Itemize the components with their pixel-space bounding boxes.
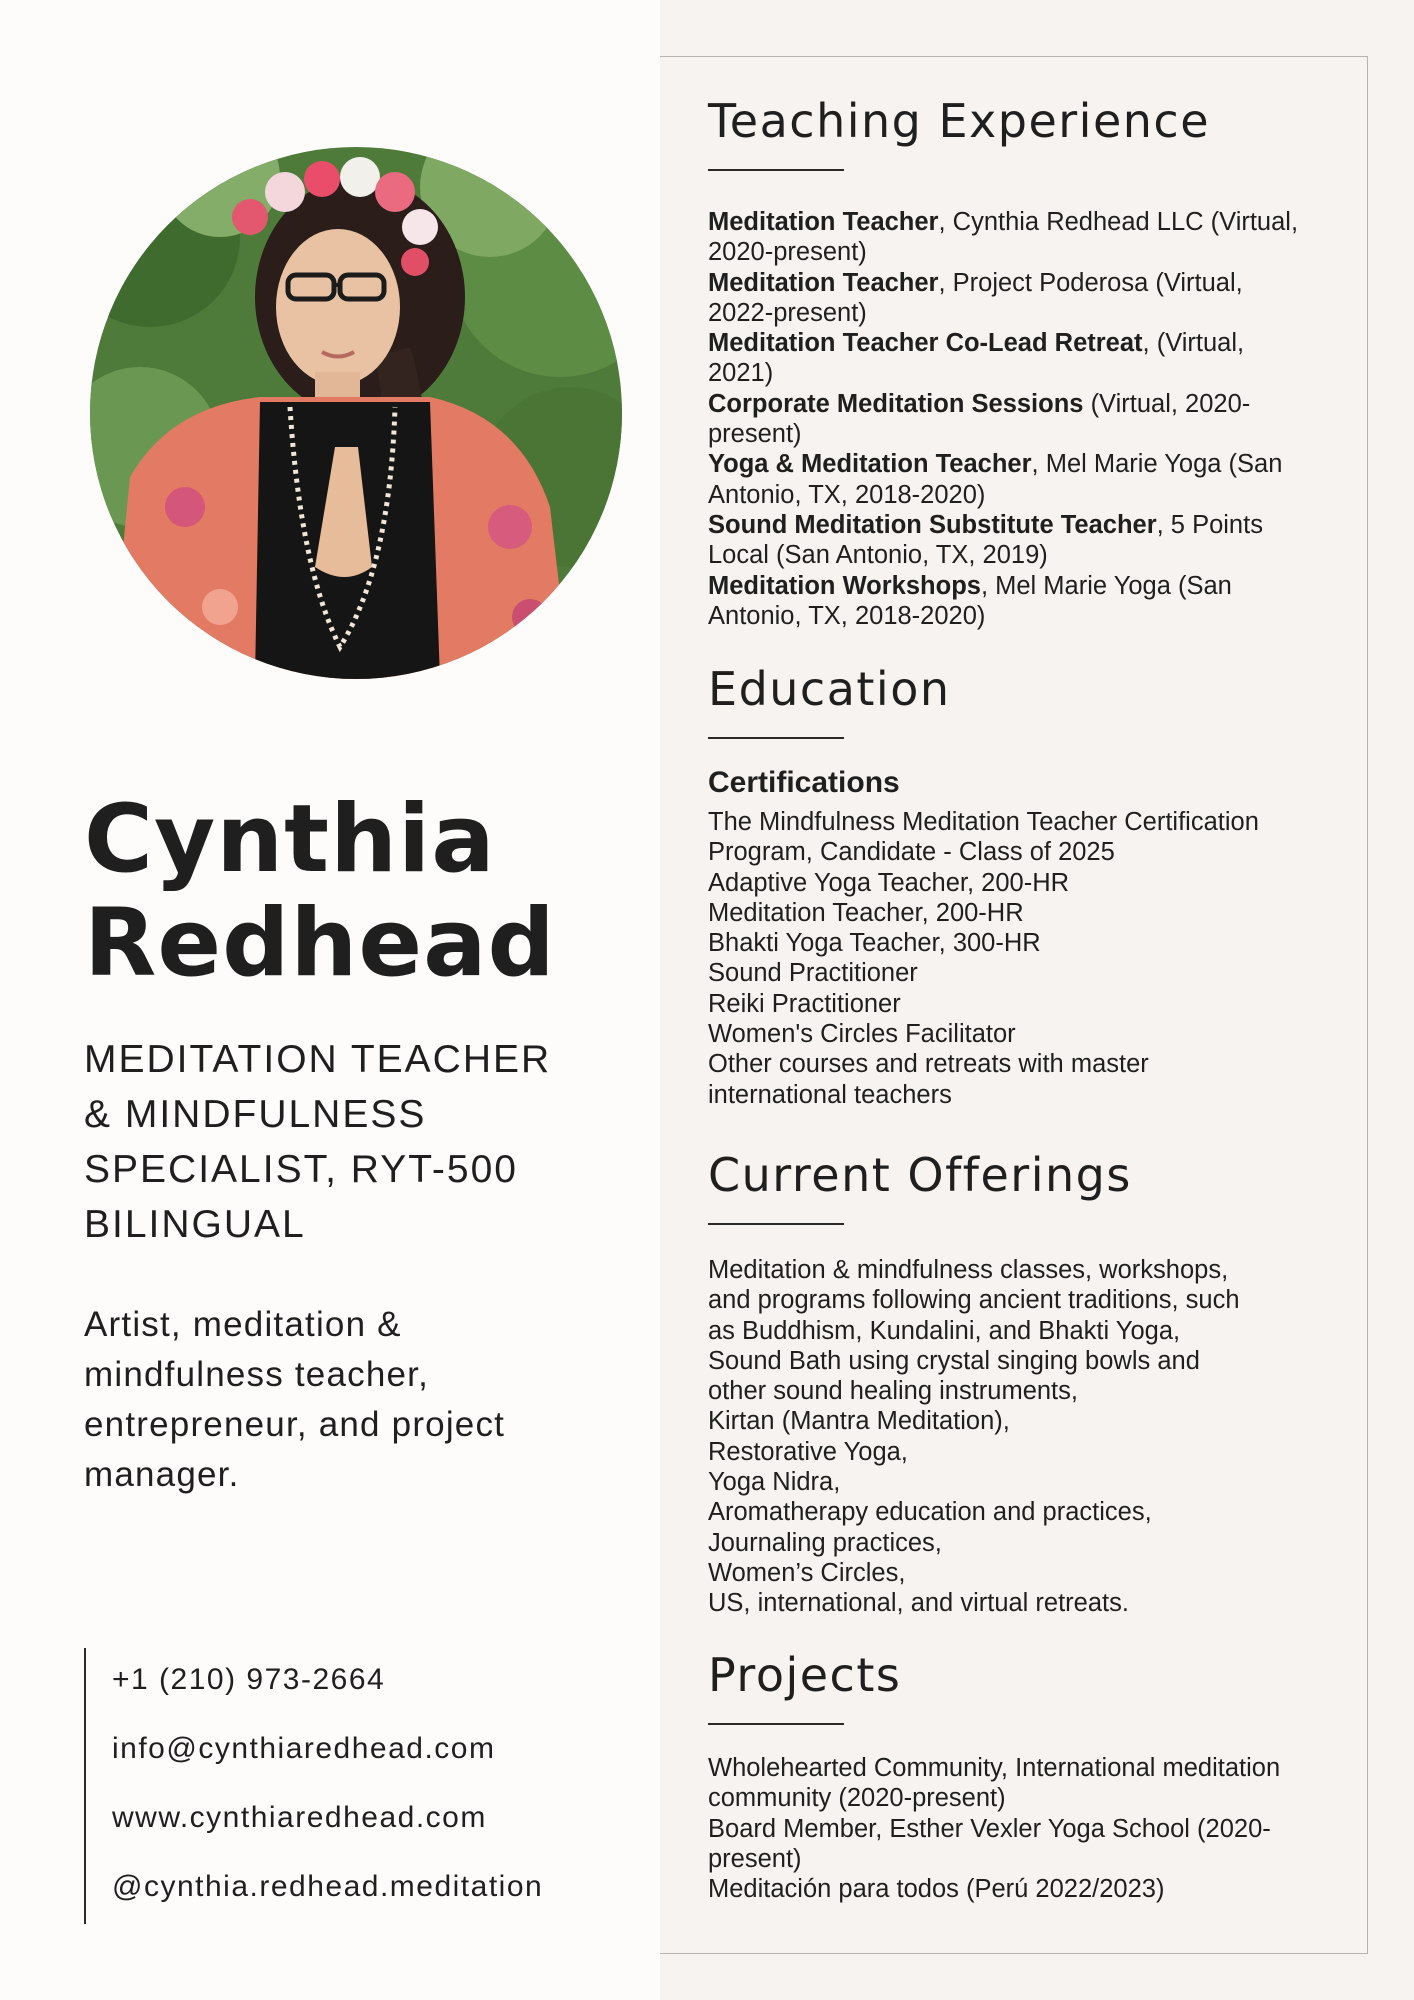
contact-block — [112, 1660, 652, 1936]
offering-line: and programs following ancient traditions, such — [708, 1286, 1240, 1315]
contact-social[interactable]: @cynthia.redhead.meditation — [112, 1870, 544, 1903]
heading-rule — [708, 1723, 844, 1725]
project-line: Board Member, Esther Vexler Yoga School (2020- — [708, 1814, 1271, 1843]
profile-photo — [90, 147, 622, 679]
offering-line: Aromatherapy education and practices, — [708, 1498, 1152, 1527]
tagline — [84, 1300, 624, 1500]
entry-role: Meditation Teacher — [708, 208, 939, 236]
tagline-line: mindfulness teacher, — [84, 1355, 430, 1394]
entry-detail: Local (San Antonio, TX, 2019) — [708, 541, 1048, 570]
project-line: community (2020-present) — [708, 1784, 1006, 1813]
offering-line: other sound healing instruments, — [708, 1377, 1078, 1406]
offering-line: Yoga Nidra, — [708, 1468, 841, 1497]
entry-detail: , Mel Marie Yoga (San — [980, 571, 1232, 600]
section-current-offerings — [708, 1147, 1318, 1619]
entry-detail: 2020-present) — [708, 238, 867, 267]
entry-detail: , 5 Points — [1156, 510, 1263, 539]
certification-line: Program, Candidate - Class of 2025 — [708, 838, 1115, 867]
certifications-list — [708, 807, 1318, 1110]
entry-detail: 2022-present) — [708, 298, 867, 327]
heading-rule — [708, 737, 844, 739]
certification-line: The Mindfulness Meditation Teacher Certification — [708, 808, 1259, 836]
offering-line: Meditation & mindfulness classes, workshops, — [708, 1256, 1229, 1284]
entry-detail: 2021) — [708, 359, 774, 388]
certification-line: Bhakti Yoga Teacher, 300-HR — [708, 929, 1041, 958]
education-body — [708, 765, 1318, 1110]
teaching-entry — [708, 571, 1318, 632]
project-line: Wholehearted Community, International meditation — [708, 1754, 1281, 1782]
offering-line: Women’s Circles, — [708, 1558, 906, 1587]
entry-detail: , Mel Marie Yoga (San — [1031, 450, 1283, 479]
teaching-list — [708, 207, 1318, 631]
entry-detail: present) — [708, 420, 802, 449]
entry-role: Meditation Teacher Co-Lead Retreat — [708, 329, 1143, 358]
entry-role: Sound Meditation Substitute Teacher — [708, 510, 1157, 539]
teaching-entry — [708, 328, 1318, 389]
contact-website[interactable]: www.cynthiaredhead.com — [112, 1801, 487, 1834]
entry-detail: , Project Poderosa (Virtual, — [938, 268, 1243, 297]
contact-divider — [84, 1648, 86, 1924]
projects-list — [708, 1753, 1318, 1904]
certification-line: Other courses and retreats with master — [708, 1050, 1149, 1079]
certification-line: Women's Circles Facilitator — [708, 1020, 1016, 1049]
section-heading: Projects — [708, 1648, 902, 1702]
section-heading: Teaching Experience — [708, 94, 1210, 148]
entry-role: Yoga & Meditation Teacher — [708, 450, 1032, 479]
section-teaching-experience — [708, 93, 1318, 631]
section-projects — [708, 1647, 1318, 1904]
job-title-line: BILINGUAL — [84, 1203, 306, 1246]
teaching-entry — [708, 268, 1318, 329]
section-heading: Current Offerings — [708, 1148, 1132, 1202]
contact-email[interactable]: info@cynthiaredhead.com — [112, 1732, 496, 1765]
offering-line: Restorative Yoga, — [708, 1437, 908, 1466]
certification-line: Sound Practitioner — [708, 959, 918, 988]
offering-line: Journaling practices, — [708, 1528, 942, 1557]
project-line: Meditación para todos (Perú 2022/2023) — [708, 1875, 1165, 1904]
job-title-line: SPECIALIST, RYT-500 — [84, 1148, 518, 1191]
offering-line: Sound Bath using crystal singing bowls and — [708, 1346, 1200, 1375]
job-title-line: MEDITATION TEACHER — [84, 1038, 552, 1081]
certification-line: international teachers — [708, 1080, 952, 1109]
last-name: Redhead — [84, 889, 556, 998]
teaching-entry — [708, 389, 1318, 450]
teaching-entry — [708, 207, 1318, 268]
teaching-entry — [708, 449, 1318, 510]
entry-role: Meditation Workshops — [708, 571, 981, 600]
full-name — [84, 785, 644, 998]
tagline-line: manager. — [84, 1455, 240, 1494]
heading-rule — [708, 169, 844, 171]
entry-detail: , (Virtual, — [1142, 329, 1245, 358]
certification-line: Meditation Teacher, 200-HR — [708, 898, 1024, 927]
teaching-entry — [708, 510, 1318, 571]
entry-detail: Antonio, TX, 2018-2020) — [708, 480, 986, 509]
entry-role: Meditation Teacher — [708, 268, 939, 297]
tagline-line: entrepreneur, and project — [84, 1405, 506, 1444]
offering-line: Kirtan (Mantra Meditation), — [708, 1407, 1010, 1436]
certification-line: Adaptive Yoga Teacher, 200-HR — [708, 868, 1070, 897]
section-education — [708, 661, 1318, 1110]
section-heading: Education — [708, 662, 951, 716]
offering-line: US, international, and virtual retreats. — [708, 1589, 1129, 1618]
offering-line: as Buddhism, Kundalini, and Bhakti Yoga, — [708, 1316, 1181, 1345]
entry-detail: Antonio, TX, 2018-2020) — [708, 601, 986, 630]
contact-phone[interactable]: +1 (210) 973-2664 — [112, 1663, 386, 1696]
entry-detail: (Virtual, 2020- — [1083, 389, 1251, 418]
first-name: Cynthia — [84, 785, 496, 894]
entry-role: Corporate Meditation Sessions — [708, 389, 1084, 418]
offerings-list — [708, 1255, 1318, 1619]
project-line: present) — [708, 1844, 802, 1873]
certifications-subheading: Certifications — [708, 766, 900, 799]
certification-line: Reiki Practitioner — [708, 989, 901, 1018]
tagline-line: Artist, meditation & — [84, 1305, 402, 1344]
heading-rule — [708, 1223, 844, 1225]
job-title-line: & MINDFULNESS — [84, 1093, 427, 1136]
job-title — [84, 1032, 624, 1252]
entry-detail: , Cynthia Redhead LLC (Virtual, — [938, 208, 1299, 236]
